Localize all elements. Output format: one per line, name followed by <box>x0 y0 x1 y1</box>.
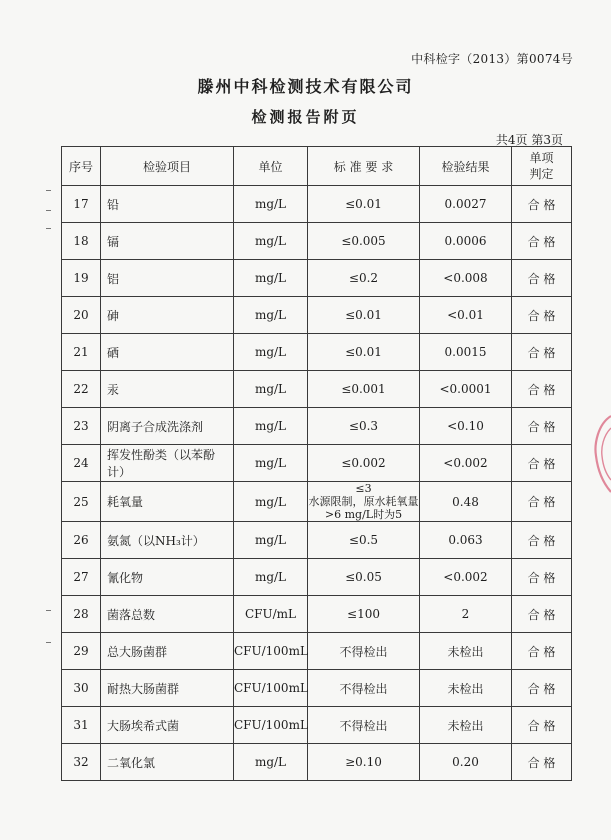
unit: CFU/100mL <box>234 707 308 744</box>
row-number: 32 <box>62 744 101 781</box>
verdict: 合 格 <box>512 522 572 559</box>
row-number: 28 <box>62 596 101 633</box>
table-row <box>62 482 572 522</box>
standard-requirement: ≤3 水源限制，原水耗氧量 >6 mg/L时为5 <box>308 482 419 521</box>
verdict: 合 格 <box>512 633 572 670</box>
table-header-row <box>62 147 572 186</box>
test-item: 总大肠菌群 <box>101 633 234 670</box>
col-header-result: 检验结果 <box>420 147 512 186</box>
table-row <box>62 260 572 297</box>
col-header-item: 检验项目 <box>101 147 234 186</box>
test-item: 铝 <box>101 260 234 297</box>
margin-mark <box>46 190 51 191</box>
test-item: 铅 <box>101 186 234 223</box>
table-row <box>62 744 572 781</box>
row-number: 22 <box>62 371 101 408</box>
verdict: 合 格 <box>512 297 572 334</box>
verdict: 合 格 <box>512 408 572 445</box>
row-number: 30 <box>62 670 101 707</box>
unit: mg/L <box>234 482 308 522</box>
row-number: 19 <box>62 260 101 297</box>
test-item: 挥发性酚类（以苯酚计） <box>101 445 234 482</box>
table-row <box>62 559 572 596</box>
test-result: 未检出 <box>420 633 512 670</box>
verdict: 合 格 <box>512 186 572 223</box>
unit: mg/L <box>234 408 308 445</box>
test-item: 大肠埃希式菌 <box>101 707 234 744</box>
row-number: 26 <box>62 522 101 559</box>
standard-requirement: ≤0.05 <box>308 559 420 596</box>
unit: mg/L <box>234 297 308 334</box>
results-table <box>61 146 572 781</box>
col-header-no: 序号 <box>62 147 101 186</box>
standard-requirement: 不得检出 <box>308 633 420 670</box>
standard-requirement: ≤0.3 <box>308 408 420 445</box>
standard-requirement: ≤0.01 <box>308 297 420 334</box>
unit: mg/L <box>234 371 308 408</box>
table-row <box>62 334 572 371</box>
verdict: 合 格 <box>512 596 572 633</box>
standard-requirement: ≤0.2 <box>308 260 420 297</box>
test-result: 0.48 <box>420 482 512 522</box>
margin-mark <box>46 228 51 229</box>
test-result: <0.008 <box>420 260 512 297</box>
test-item: 二氧化氯 <box>101 744 234 781</box>
standard-requirement: ≤0.01 <box>308 334 420 371</box>
unit: mg/L <box>234 223 308 260</box>
col-header-standard: 标 准 要 求 <box>308 147 420 186</box>
row-number: 25 <box>62 482 101 522</box>
row-number: 23 <box>62 408 101 445</box>
standard-requirement: 不得检出 <box>308 670 420 707</box>
col-header-verdict: 单项判定 <box>512 147 572 186</box>
test-result: <0.10 <box>420 408 512 445</box>
test-result: 0.20 <box>420 744 512 781</box>
unit: mg/L <box>234 260 308 297</box>
unit: CFU/100mL <box>234 633 308 670</box>
test-item: 汞 <box>101 371 234 408</box>
test-item: 耗氧量 <box>101 482 234 522</box>
test-result: 2 <box>420 596 512 633</box>
test-item: 氰化物 <box>101 559 234 596</box>
verdict: 合 格 <box>512 334 572 371</box>
company-name: 滕州中科检测技术有限公司 <box>197 77 414 96</box>
row-number: 31 <box>62 707 101 744</box>
test-result: 未检出 <box>420 707 512 744</box>
col-header-unit: 单位 <box>234 147 308 186</box>
row-number: 29 <box>62 633 101 670</box>
verdict: 合 格 <box>512 482 572 522</box>
margin-mark <box>46 642 51 643</box>
verdict: 合 格 <box>512 371 572 408</box>
standard-requirement: ≥0.10 <box>308 744 420 781</box>
table-row <box>62 186 572 223</box>
standard-requirement: ≤0.005 <box>308 223 420 260</box>
report-subtitle: 检测报告附页 <box>251 108 360 126</box>
row-number: 17 <box>62 186 101 223</box>
table-row <box>62 223 572 260</box>
unit: mg/L <box>234 186 308 223</box>
standard-requirement: ≤0.01 <box>308 186 420 223</box>
unit: CFU/mL <box>234 596 308 633</box>
row-number: 24 <box>62 445 101 482</box>
row-number: 18 <box>62 223 101 260</box>
test-result: <0.002 <box>420 445 512 482</box>
test-item: 硒 <box>101 334 234 371</box>
row-number: 20 <box>62 297 101 334</box>
standard-requirement: ≤100 <box>308 596 420 633</box>
test-result: <0.0001 <box>420 371 512 408</box>
test-item: 镉 <box>101 223 234 260</box>
row-number: 21 <box>62 334 101 371</box>
test-item: 菌落总数 <box>101 596 234 633</box>
test-item: 氨氮（以NH₃计） <box>101 522 234 559</box>
seal-stamp-arc <box>596 416 611 492</box>
table-row <box>62 408 572 445</box>
verdict: 合 格 <box>512 670 572 707</box>
table-row <box>62 445 572 482</box>
table-row <box>62 297 572 334</box>
test-result: <0.002 <box>420 559 512 596</box>
table-row <box>62 371 572 408</box>
standard-requirement: ≤0.5 <box>308 522 420 559</box>
test-item: 阴离子合成洗涤剂 <box>101 408 234 445</box>
table-row <box>62 522 572 559</box>
test-result: 0.0006 <box>420 223 512 260</box>
verdict: 合 格 <box>512 260 572 297</box>
verdict: 合 格 <box>512 744 572 781</box>
document-number: 中科检字（2013）第0074号 <box>411 52 573 66</box>
table-row <box>62 707 572 744</box>
verdict: 合 格 <box>512 445 572 482</box>
test-item: 耐热大肠菌群 <box>101 670 234 707</box>
table-row <box>62 633 572 670</box>
standard-requirement: 不得检出 <box>308 707 420 744</box>
table-row <box>62 670 572 707</box>
verdict: 合 格 <box>512 223 572 260</box>
test-result: 0.0015 <box>420 334 512 371</box>
page-indicator: 共4页 第3页 <box>495 133 563 147</box>
unit: mg/L <box>234 744 308 781</box>
verdict: 合 格 <box>512 559 572 596</box>
margin-mark <box>46 210 51 211</box>
standard-requirement: ≤0.002 <box>308 445 420 482</box>
table-row <box>62 596 572 633</box>
test-item: 砷 <box>101 297 234 334</box>
unit: mg/L <box>234 522 308 559</box>
test-result: 0.0027 <box>420 186 512 223</box>
row-number: 27 <box>62 559 101 596</box>
unit: mg/L <box>234 559 308 596</box>
unit: CFU/100mL <box>234 670 308 707</box>
unit: mg/L <box>234 334 308 371</box>
test-result: 未检出 <box>420 670 512 707</box>
verdict: 合 格 <box>512 707 572 744</box>
unit: mg/L <box>234 445 308 482</box>
test-result: <0.01 <box>420 297 512 334</box>
test-result: 0.063 <box>420 522 512 559</box>
seal-stamp <box>588 414 611 494</box>
margin-mark <box>46 610 51 611</box>
standard-requirement: ≤0.001 <box>308 371 420 408</box>
seal-stamp-inner-arc <box>602 428 611 480</box>
